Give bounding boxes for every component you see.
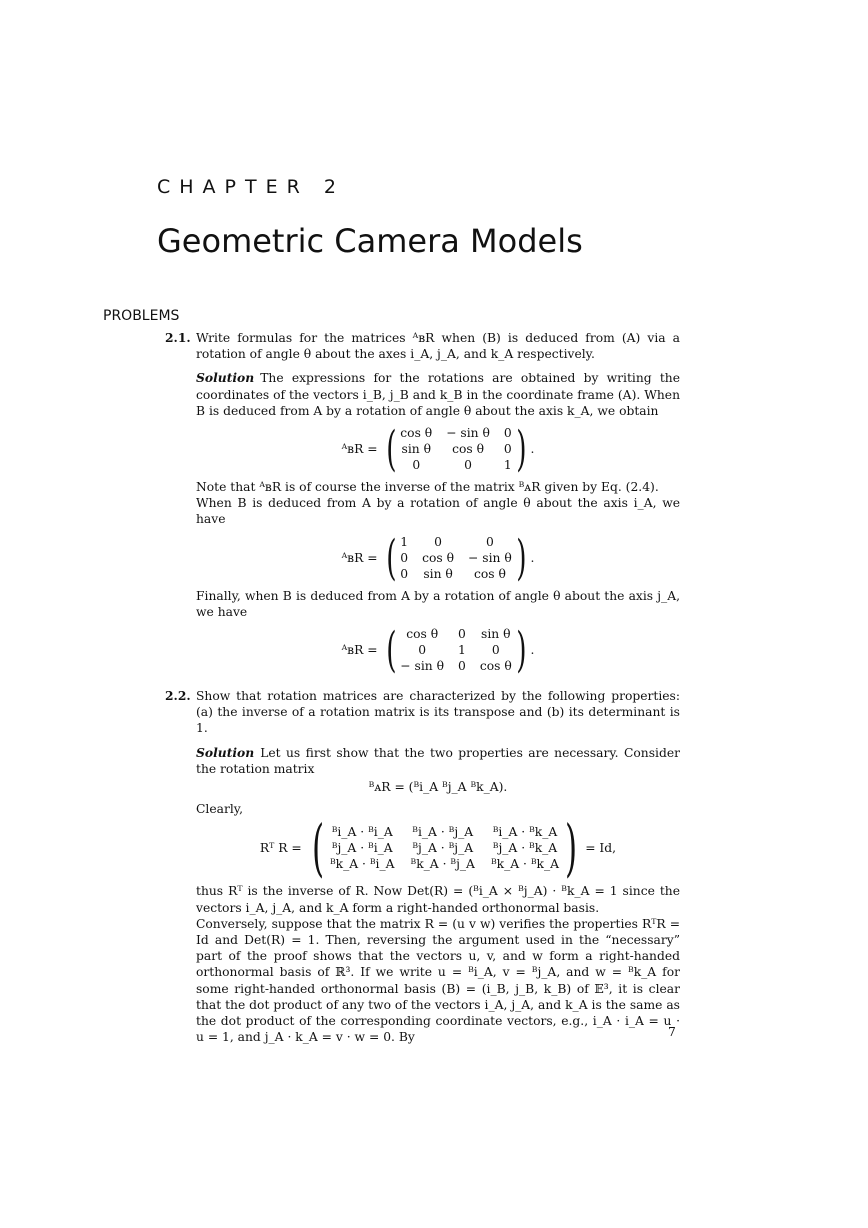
matrix-cell: 0 [503, 426, 512, 441]
chapter-title: Geometric Camera Models [157, 222, 583, 260]
equation-rt-r [196, 811, 680, 885]
text-rotation-j: Finally, when B is deduced from A by a rotation of angle θ about the axis j_A, we have [196, 588, 680, 619]
matrix-cell: ᴮi_A · ᴮk_A [492, 825, 558, 840]
solution-paragraph [196, 370, 680, 419]
equation-lhs: ᴬʙR = [341, 441, 378, 456]
paragraph-converse: Conversely, suppose that the matrix R = (u v w) verifies the properties RᵀR = Id and Det(R) = 1. Then, reversing the argument used in the “necessary” part of the proof shows that the vectors u, v, and w form a right-handed orthonormal basis of ℝ³. If we write u = ᴮi_A, v = ᴮj_A, and w = ᴮk_A for some right-handed orthonormal basis (B) = (i_B, j_B, k_B) of 𝔼³, it is clear that the dot product of any two of the vectors i_A, j_A, and k_A is the same as the dot product of the corresponding coordinate vectors, e.g., i_A · i_A = u · u = 1, and j_A · k_A = v · w = 0. By [196, 916, 680, 1045]
matrix-cell: cos θ [479, 659, 512, 674]
problem-number: 2.1. [165, 330, 191, 345]
solution-intro: The expressions for the rotations are obtained by writing the coordinates of the vectors i_B, j_B and k_B in the coordinate frame (A). When B is deduced from A by a rotation of angle θ about the axis k_A, we obtain [196, 371, 680, 418]
matrix-cell: cos θ [422, 550, 455, 565]
equation-rotation-j [196, 622, 680, 679]
note-text: Note that ᴬʙR is of course the inverse of the matrix ᴮᴀR given by Eq. (2.4). [196, 480, 659, 495]
text-rotation-i: When B is deduced from A by a rotation of angle θ about the axis i_A, we have [196, 496, 680, 527]
body-text [165, 330, 680, 1045]
matrix-cell: cos θ [400, 426, 433, 441]
chapter-label: CHAPTER 2 [157, 176, 345, 198]
matrix-cell: cos θ [452, 442, 485, 457]
matrix-cell: 0 [503, 442, 512, 457]
matrix-grid [330, 824, 559, 872]
equation-rotation-text: ᴮᴀR = (ᴮi_A ᴮj_A ᴮk_A). [368, 780, 508, 795]
matrix-cell: ᴮk_A · ᴮk_A [490, 857, 560, 872]
matrix: ( 1 0 0 0 cos θ − sin θ 0 sin θ cos θ ) . [385, 529, 535, 586]
problem-2-2 [165, 688, 680, 1045]
matrix: ( cos θ − sin θ 0 sin θ cos θ 0 0 0 1 ) . [385, 421, 535, 478]
matrix-cell: 0 [434, 534, 442, 549]
matrix: ( cos θ 0 sin θ 0 1 0 − sin θ 0 cos θ ) . [385, 622, 535, 679]
equation-lhs: ᴬʙR = [341, 642, 378, 657]
matrix-cell: 0 [412, 458, 421, 473]
solution-label: Solution [196, 370, 255, 386]
matrix-grid [400, 425, 511, 473]
matrix-cell: 0 [400, 566, 409, 581]
matrix-cell: 1 [503, 458, 512, 473]
matrix-cell: ᴮj_A · ᴮj_A [412, 841, 474, 856]
matrix-grid [400, 626, 511, 674]
clearly-text: Clearly, [196, 802, 243, 817]
matrix-cell: 0 [491, 643, 500, 658]
equation-rhs: = Id, [585, 841, 617, 856]
section-heading: PROBLEMS [103, 308, 180, 324]
matrix-cell: 0 [485, 534, 494, 549]
solution-paragraph [196, 745, 680, 777]
page-number: 7 [668, 1025, 676, 1039]
problem-statement: Show that rotation matrices are characterized by the following properties: (a) the inverse of a rotation matrix is its transpose and (b) its determinant is 1. [196, 689, 680, 736]
matrix-cell: − sin θ [468, 550, 512, 565]
matrix-grid [400, 534, 511, 582]
matrix-cell: ᴮk_A · ᴮi_A [329, 857, 395, 872]
matrix-cell: 1 [400, 534, 409, 549]
matrix-cell: 0 [458, 627, 466, 642]
paragraph-necessary: thus Rᵀ is the inverse of R. Now Det(R) = (ᴮi_A × ᴮj_A) · ᴮk_A = 1 since the vectors i_A, j_A, and k_A form a right-handed orthonormal basis. [196, 884, 680, 915]
equation-rotation-i [196, 529, 680, 586]
matrix: ( ᴮi_A · ᴮi_A ᴮi_A · ᴮj_A ᴮi_A · ᴮk_A ᴮj_A · ᴮi_A ᴮj_A · ᴮj_A ᴮj_A · ᴮk_A ᴮk_A · ᴮi_A ᴮk_A · ᴮj_A ᴮk_A · ᴮk_A ) [311, 811, 578, 885]
matrix-cell: 0 [418, 643, 427, 658]
solution-intro: Let us first show that the two properties are necessary. Consider the rotation matrix [196, 745, 680, 776]
matrix-cell: 1 [458, 643, 466, 658]
problem-2-1 [165, 330, 680, 679]
equation-rotation-k [196, 421, 680, 478]
matrix-cell: 0 [464, 458, 472, 473]
matrix-cell: cos θ [473, 566, 506, 581]
equation-lhs: Rᵀ R = [259, 841, 302, 856]
matrix-cell: ᴮj_A · ᴮi_A [331, 841, 393, 856]
equation-rotation-matrix [196, 779, 680, 795]
matrix-cell: 0 [458, 659, 466, 674]
problem-statement: Write formulas for the matrices ᴬʙR when (B) is deduced from (A) via a rotation of angle θ about the axes i_A, j_A, and k_A respectively. [196, 331, 680, 362]
matrix-cell: ᴮj_A · ᴮk_A [492, 841, 558, 856]
matrix-cell: ᴮi_A · ᴮj_A [412, 825, 474, 840]
matrix-cell: ᴮk_A · ᴮj_A [410, 857, 475, 872]
matrix-cell: − sin θ [400, 659, 444, 674]
matrix-cell: sin θ [401, 442, 431, 457]
matrix-cell: ᴮi_A · ᴮi_A [331, 825, 393, 840]
matrix-cell: cos θ [406, 627, 439, 642]
matrix-cell: − sin θ [446, 426, 490, 441]
problem-number: 2.2. [165, 688, 191, 704]
matrix-cell: sin θ [423, 566, 453, 581]
equation-lhs: ᴬʙR = [341, 550, 378, 565]
matrix-cell: 0 [400, 550, 409, 565]
solution-label: Solution [196, 744, 255, 760]
matrix-cell: sin θ [481, 627, 511, 642]
